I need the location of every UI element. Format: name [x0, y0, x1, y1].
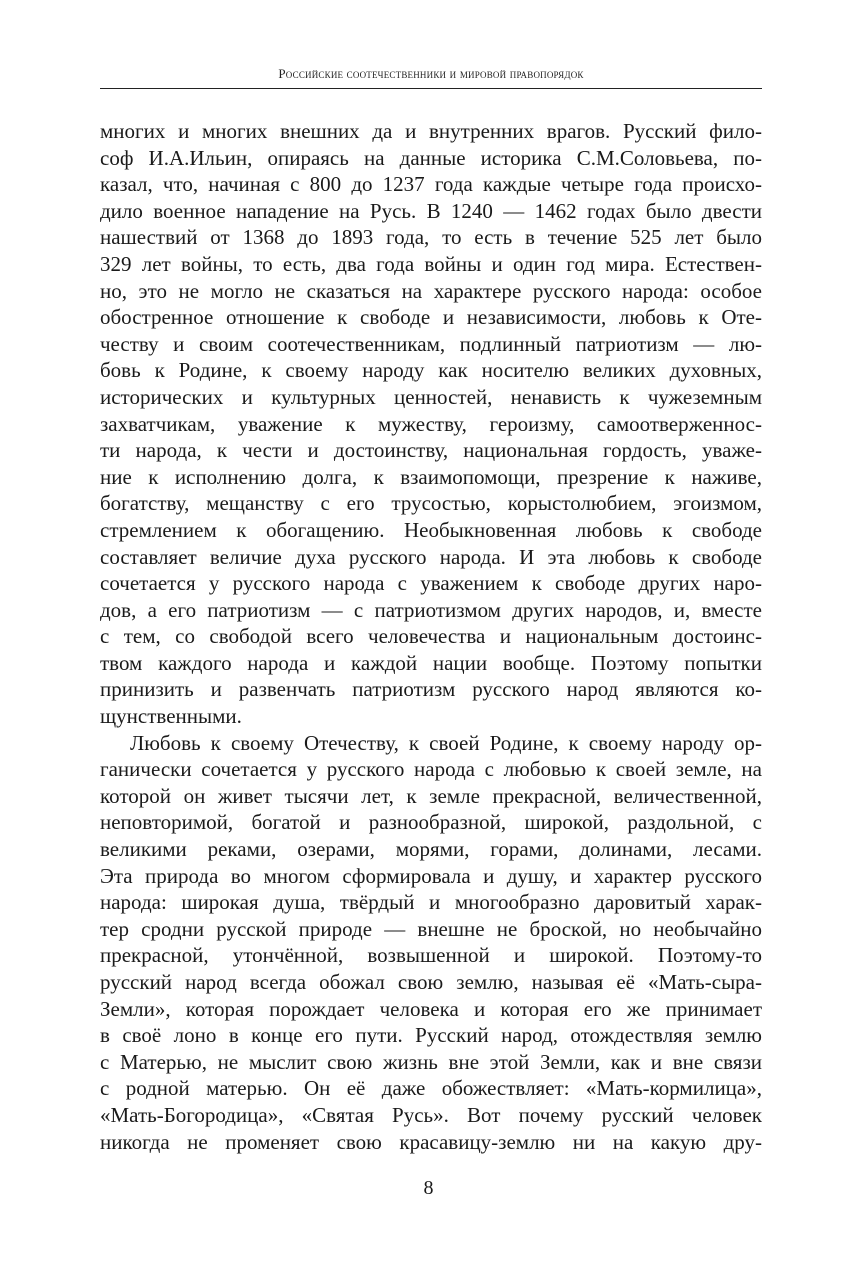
text-line: щунственными.: [100, 704, 242, 729]
text-line: исторических и культурных ценностей, ненависть к чужеземным: [100, 384, 762, 409]
text-line: русский народ всегда обожал свою землю, называя её «Мать-сыра-: [100, 970, 762, 994]
text-line: сочетается у русского народа с уважением к свободе других наро-: [100, 571, 762, 596]
text-line: великими реками, озерами, морями, горами, долинами, лесами.: [100, 837, 762, 862]
text-line: тер сродни русской природе — внешне не броской, но необычайно: [100, 916, 762, 941]
text-line: соф И.А.Ильин, опираясь на данные историка С.М.Соловьева, по-: [100, 145, 762, 170]
paragraph-2: [100, 730, 762, 1156]
text-line: твом каждого народа и каждой нации вообще. Поэтому попытки: [100, 650, 762, 675]
text-line: богатству, мещанству с его трусостью, корыстолюбием, эгоизмом,: [100, 491, 762, 516]
text-line: дило военное нападение на Русь. В 1240 — 1462 годах было двести: [100, 198, 762, 223]
text-line: в своё лоно в конце его пути. Русский народ, отождествляя землю: [100, 1023, 762, 1048]
text-line: с Матерью, не мыслит свою жизнь вне этой Земли, как и вне связи: [100, 1049, 762, 1074]
text-line: неповторимой, богатой и разнообразной, широкой, раздольной, с: [100, 810, 762, 835]
paragraph-1: [100, 118, 762, 730]
text-line: ганически сочетается у русского народа с любовью к своей земле, на: [100, 757, 762, 782]
text-line: Земли», которая порождает человека и которая его же принимает: [100, 996, 762, 1021]
text-line: нашествий от 1368 до 1893 года, то есть в течение 525 лет было: [100, 225, 762, 250]
header-rule: [100, 88, 762, 89]
text-line: принизить и развенчать патриотизм русского народ являются ко-: [100, 677, 762, 702]
page-number: 8: [423, 1177, 434, 1199]
text-line: прекрасной, утончённой, возвышенной и широкой. Поэтому-то: [100, 943, 762, 968]
text-line: которой он живет тысячи лет, к земле прекрасной, величественной,: [100, 783, 762, 808]
text-line: казал, что, начиная с 800 до 1237 года каждые четыре года происхо-: [100, 172, 762, 197]
text-line: никогда не променяет свою красавицу-землю ни на какую дру-: [100, 1129, 762, 1154]
text-line: стремлением к обогащению. Необыкновенная любовь к свободе: [100, 517, 762, 542]
text-line: с тем, со свободой всего человечества и национальным достоинс-: [100, 624, 762, 649]
text-line: 329 лет войны, то есть, два года войны и один год мира. Естествен-: [100, 251, 762, 276]
text-line: Эта природа во многом сформировала и душу, и характер русского: [100, 863, 762, 888]
text-line: ти народа, к чести и достоинству, национальная гордость, уваже-: [100, 438, 762, 463]
text-line: честву и своим соотечественникам, подлинный патриотизм — лю-: [100, 331, 762, 356]
body-text: [100, 118, 762, 1155]
text-line: ние к исполнению долга, к взаимопомощи, презрение к наживе,: [100, 464, 762, 489]
running-header: Российские соотечественники и мировой правопорядок: [278, 66, 584, 81]
text-line: Любовь к своему Отечеству, к своей Родине, к своему народу ор-: [130, 730, 762, 755]
text-line: с родной матерью. Он её даже обожествляет: «Мать-кормилица»,: [100, 1076, 762, 1101]
text-line: «Мать-Богородица», «Святая Русь». Вот почему русский человек: [100, 1102, 762, 1127]
text-line: захватчикам, уважение к мужеству, героизму, самоотверженнос-: [100, 411, 762, 436]
text-line: дов, а его патриотизм — с патриотизмом других народов, и, вместе: [100, 597, 762, 622]
text-line: обостренное отношение к свободе и независимости, любовь к Оте-: [100, 305, 762, 330]
text-line: но, это не могло не сказаться на характере русского народа: особое: [100, 278, 762, 303]
text-line: составляет величие духа русского народа. И эта любовь к свободе: [100, 544, 762, 569]
text-line: народа: широкая душа, твёрдый и многообразно даровитый харак-: [100, 890, 762, 915]
text-line: бовь к Родине, к своему народу как носителю великих духовных,: [100, 358, 762, 383]
text-line: многих и многих внешних да и внутренних врагов. Русский фило-: [100, 119, 762, 143]
